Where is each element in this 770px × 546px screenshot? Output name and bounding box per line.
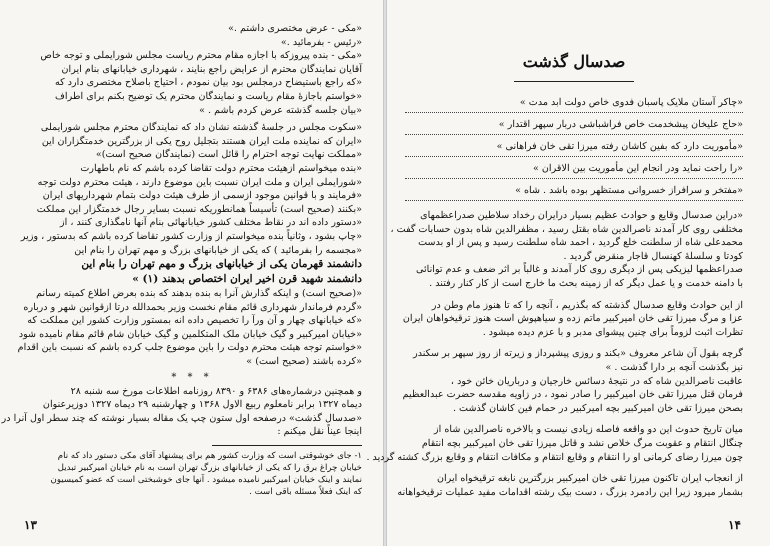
- paragraph: [390, 209, 743, 291]
- decree-separator: [405, 178, 743, 179]
- text-line: «خیابان امیرکبیر و گیک خیابان ملک المتکلمین و گیک خیابان شام قائم مقام نامیده شود: [18, 328, 362, 340]
- text-line: «گردم فرماندار شهرداری قائم مقام نخست وزیر بحمدالله درتا ازقوانین شهر و درباره: [23, 301, 362, 313]
- text-line: میان تاریخ حدوث این دو واقعه فاصله زیادی نیست و بالاخره ناصرالدین شاه از: [434, 424, 743, 436]
- decree-separator: [405, 134, 743, 135]
- left-parliament-block: [22, 121, 362, 257]
- left-after-block: [17, 287, 362, 369]
- paragraph: [402, 347, 743, 415]
- paragraph: [397, 472, 743, 499]
- decree-separator: [405, 156, 743, 157]
- decree-line: «مأموریت دارد که بفین کاشان رفته میرزا تقی خان فراهانی »: [496, 141, 743, 152]
- text-line: «چاپ بشود ، وثانیاً بنده میخواستم از وزارت کشور تقاضا کرده باشم که بدستور ، وزیر: [20, 230, 362, 242]
- right-page: [366, 22, 743, 540]
- text-line: بصحن میرزا تقی خان امیرکبیر بچه امیرکبیر در حمام فین کاشان گذشت .: [452, 402, 743, 414]
- text-line: «رئیس - بفرمائید .»: [280, 36, 362, 48]
- decree-block: [405, 96, 743, 201]
- text-line: «بنده میخواستم ازهیئت محترم دولت تقاضا کرده باشم که نام باطهارت: [80, 162, 362, 174]
- text-line: «شورایملی ایران و ملت ایران نسبت باین موضوع دارند ، هیئت محترم دولت توجه: [37, 176, 362, 188]
- text-line: با دامنه خدمت و یا عمل دیگر که از زمینه بحث ما خارج است از کار کنار رفتند .: [429, 277, 743, 289]
- title-underline: [514, 81, 634, 82]
- footnote-line: نمایند و اینک خیابان امیرکبیر نامیده میشود . آنها جای خوشبختی است که عضو کمیسیون: [50, 475, 362, 486]
- text-line: اینجا عیناً نقل میکنم :: [277, 426, 362, 438]
- text-line: چون میرزا رضای کرمانی او را انتقام و وقایع انتقام و مکافات انتقام و وقایع بزرگ کشته گردید .: [366, 451, 743, 463]
- text-line: آقایان نمایندگان محترم از عرایض راجع بنایند ، شهرداری خیابانهای بنام ایران: [61, 63, 362, 75]
- text-line: «دراین صدسال وقایع و حوادث عظیم بسیار درایران رخداد سلاطین صدراعظمهای: [420, 210, 743, 221]
- text-line: و همچنین درشماره‌های ۶۳۸۶ و ۸۳۹۰ روزنامه اطلاعات مورخ سه شنبه ۲۸: [70, 385, 362, 397]
- text-line: فرمان قتل میرزا تقی خان امیرکبیر را صادر نمود ، در زاویه مقدسه حضرت عبدالعظیم: [402, 389, 743, 401]
- footnote-line: خیابان چراغ برق را که یکی از خیابانهای بزرگ تهران است به نام خیابان امیرکبیر تبدیل: [57, 463, 362, 474]
- footnote-line: ۱- جای خوشوقتی است که وزارت کشور هم برای پیشنهاد آقای مکی دستور داد که نام: [57, 451, 362, 462]
- decree-line: «چاکر آستان ملایک پاسبان فدوی خاص دولت ابد مدت »: [519, 97, 743, 108]
- text-line: بشمار میرود زیرا این رادمرد بزرگ ، دست بیک رشته اقدامات مفید عملیات ترقیخواهانه: [397, 486, 743, 498]
- right-body: [366, 209, 743, 499]
- text-line: «سکوت مجلس در جلسهٔ گذشته نشان داد که نمایندگان محترم مجلس شورایملی: [40, 122, 362, 134]
- text-line: «کرده باشند (صحیح است) »: [246, 356, 362, 368]
- paragraph: [402, 299, 743, 340]
- text-line: «بکنند (صحیح است) تأسیساً همانطوریکه نسبت بسایر رجال خدمتگزار این مملکت: [36, 203, 362, 215]
- text-line: «بیان جلسه گذشته عرض کردم باشم . »: [199, 104, 362, 116]
- text-line: عاقبت ناصرالدین شاه که در نتیجهٔ دسائس خارجیان و درباریان خائن خود ،: [450, 375, 743, 387]
- text-line: عزا و مرگ میرزا تقی خان امیرکبیر ماتم زده و سیاهپوش است هنوز ترقیخواهان ایران: [402, 313, 743, 325]
- left-bold-block: [22, 257, 362, 287]
- text-line: صدراعظمها لیزیکی پس از دیگری روی کار آمدند و غالباً بر اثر ضعف و عدم توانائی: [416, 264, 743, 276]
- text-line: «دستور داده اند در نقاط مختلف کشور خیابانهائی بنام آنها نامگذاری کنند ، از: [60, 217, 362, 229]
- text-line: «ایران که نماینده ملت ایران هستند بتجلیل روح یکی از بزرگترین خدمتگزاران این: [41, 135, 362, 147]
- decree-separator: [405, 200, 743, 201]
- text-line: چنگال انتقام و عقوبت مرگ خلاص نشد و قاتل میرزا تقی خان امیرکبیر بچه انتقام: [421, 437, 743, 449]
- text-line: محمدعلی شاه از سلطنت خلع گردید ، احمد شاه سلطنت رسید و پس از او بدست: [418, 237, 743, 249]
- text-line: نیز بگذشت آنچه بر دارا گذشت . »: [605, 361, 743, 373]
- text-line: «مکی - بنده پیروزکه با اجازه مقام محترم ریاست مجلس شورایملی و توجه خاص: [40, 50, 362, 62]
- decree-line: «را راحت نماید ودر انجام این مأموریت بین الاقران »: [532, 163, 743, 174]
- text-line: از این حوادث وقایع صدسال گذشته که بگذریم ، آنچه را که تا هنوز مام وطن در: [431, 299, 743, 311]
- text-line: «مملکت نهایت توجه احترام را قائل است (نمایندگان صحیح است)»: [95, 149, 362, 161]
- text-line: «فرمایند و با قوانین موجود ازسمی از طرف هیئت دولت بتمام شهرداریهای ایران: [42, 190, 362, 202]
- left-page: [1, 22, 362, 540]
- paragraph: [366, 423, 743, 464]
- bold-text-line: دانشمند قهرمان یکی از خیابانهای بزرگ و مهم تهران را بنام این: [81, 258, 362, 271]
- text-line: از انعجاب ایران تاکنون میرزا تقی خان امیرکبیر بزرگترین نابغه ترقیخواه ایران: [436, 473, 743, 485]
- decree-line: «حاج علیخان پیشخدمت خاص فراشباشی دربار سپهر اقتدار »: [498, 119, 743, 130]
- text-line: مختلفی روی کار آمدند ناصرالدین شاه بقتل رسید ، مظفرالدین شاه بدون حسابات گفت ،: [390, 223, 743, 235]
- book-gutter: [383, 0, 387, 546]
- left-top-block: [22, 22, 362, 117]
- text-line: دیماه ۱۳۲۷ برابر نامعلوم ربیع الاول ۱۳۶۸ و چهارشنبه ۲۹ دیماه ۱۳۲۷ دوزیرعنوان: [42, 399, 362, 411]
- text-line: گرچه بقول آن شاعر معروف «بکند و روزی پیشپرداز و زیرته از روز سپهر بر سکندر: [413, 348, 743, 360]
- text-line: «که خیابانهای چهار و آن ورآ را تخصیص داده انه بمستور وزارت کشور این مملکت که: [27, 315, 362, 327]
- page-number-right: ۱۴: [728, 518, 741, 532]
- text-line: «که راجع باستیضاح درمجلس بود بیان نمودم ، احتیاج باصلاح مختصری دارد که: [55, 77, 362, 89]
- text-line: «خواستم باجازهٔ مقام ریاست و نمایندگان محترم یک توضیح بکنم برای اطراف: [54, 90, 362, 102]
- decree-separator: [405, 112, 743, 113]
- text-line: «خواستم توجه هیئت محترم دولت را باین موضوع جلب کرده باشم که نسبت باین اقدام: [17, 342, 362, 354]
- text-line: کودتا و سلسلهٔ کهنسال قاجار منقرض گردید .: [563, 250, 743, 262]
- page-number-left: ۱۳: [24, 518, 37, 532]
- decree-line: «مفتخر و سرافراز خسروانی مستظهر بوده باشد . شاه »: [515, 185, 743, 196]
- section-divider-stars: * * *: [171, 371, 213, 383]
- text-line: «(صحیح است) و اینکه گذارش آنرا به بنده بدهند که بنده بعرض اطلاع کمیته رسانم: [36, 288, 362, 300]
- chapter-title: صدسال گذشت: [522, 52, 626, 71]
- text-line: «صدسال گذشت» درصفحه اول ستون چپ یک مقاله بسیار نوشته که چند سطر اول آنرا در: [1, 412, 362, 424]
- text-line: «مکی - عرض مختصری داشتم .»: [228, 23, 362, 34]
- text-line: «مجسمه را بفرمائید ) که یکی از خیابانهای بزرگ و مهم تهران را بنام این: [74, 244, 362, 256]
- footnote-line: که اینک فعلاً مسئله باقی است .: [249, 487, 362, 498]
- bold-text-line: دانشمند شهید قرن اخیر ایران اختصاص بدهند (۱) »: [132, 273, 362, 286]
- left-footnote-block: [22, 450, 362, 498]
- footnote-rule: [212, 445, 362, 446]
- text-line: تظرات اثبت لزوماً برای چنین پیشوای مدبر و با عزم دیده میشود .: [482, 326, 743, 338]
- left-news-block: [1, 385, 362, 439]
